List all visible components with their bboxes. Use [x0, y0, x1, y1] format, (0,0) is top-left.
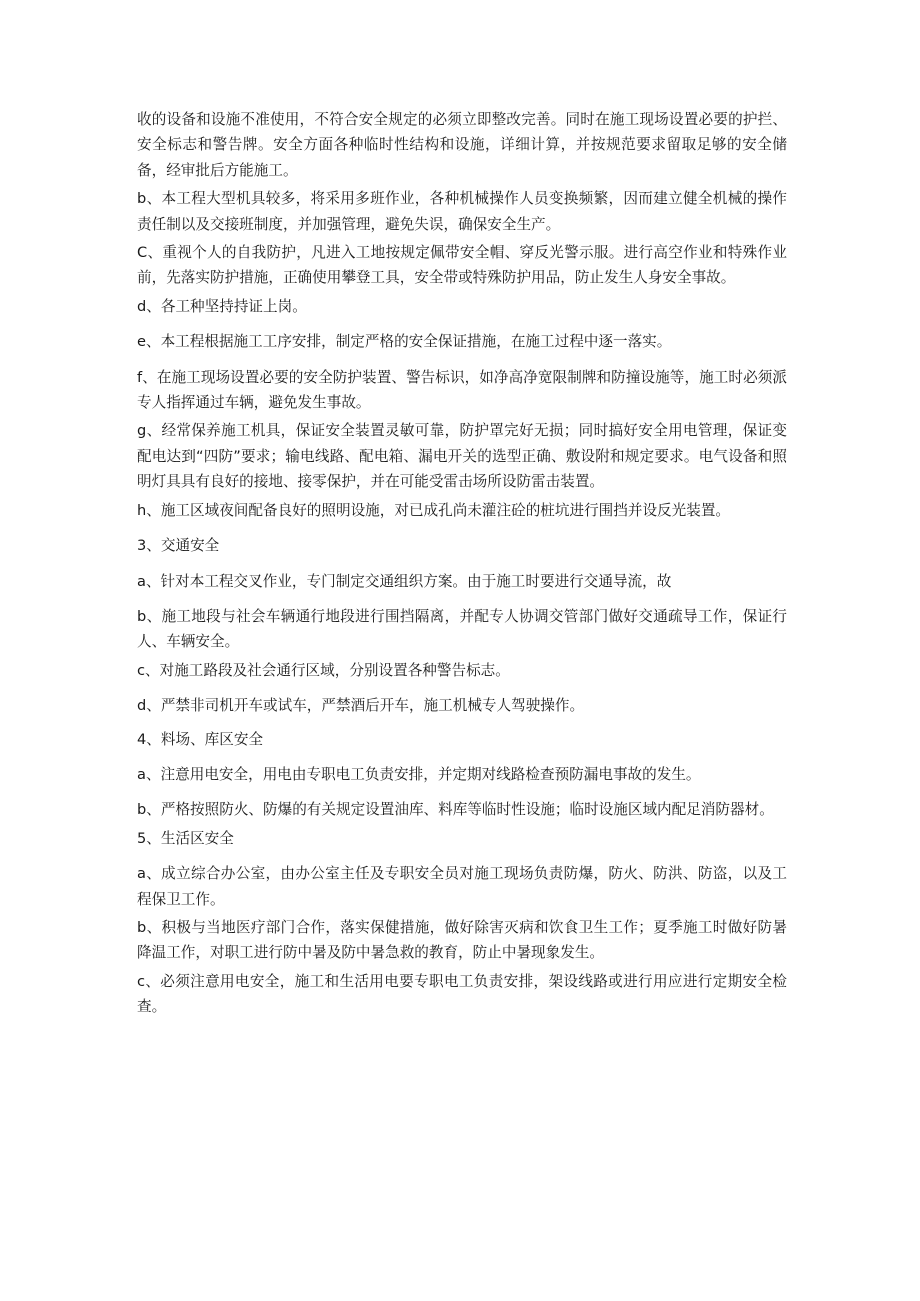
paragraph-traffic-a: a、针对本工程交叉作业，专门制定交通组织方案。由于施工时要进行交通导流，故 — [137, 572, 672, 590]
paragraph-traffic-b: b、施工地段与社会车辆通行地段进行围挡隔离，并配专人协调交管部门做好交通疏导工作，保证行人、车辆安全。 — [137, 607, 787, 651]
paragraph-item-h-lighting: h、施工区域夜间配备良好的照明设施，对已成孔尚未灌注砼的桩坑进行围挡并设反光装置。 — [137, 501, 731, 519]
paragraph-living-b: b、积极与当地医疗部门合作，落实保健措施，做好除害灭病和饮食卫生工作；夏季施工时做好防暑降温工作，对职工进行防中暑及防中暑急救的教育，防止中暑现象发生。 — [137, 918, 787, 962]
paragraph-item-g-maintenance: g、经常保养施工机具，保证安全装置灵敏可靠，防护罩完好无损；同时搞好安全用电管理，保证变配电达到“四防”要求；输电线路、配电箱、漏电开关的选型正确、敷设附和规定要求。电气设备和照明灯具具有良好的接地、接零保护，并在可能受雷击场所设防雷击装置。 — [137, 422, 787, 491]
paragraph-storage-b: b、严格按照防火、防爆的有关规定设置油库、料库等临时性设施；临时设施区域内配足消防器材。 — [137, 801, 774, 819]
document-body — [137, 107, 787, 1020]
section-heading-traffic-safety: 3、交通安全 — [137, 537, 220, 555]
paragraph-traffic-c: c、对施工路段及社会通行区域，分别设置各种警告标志。 — [137, 661, 510, 679]
paragraph-item-b-machinery: b、本工程大型机具较多，将采用多班作业，各种机械操作人员变换频繁，因而建立健全机械的操作责任制以及交接班制度，并加强管理，避免失误，确保安全生产。 — [137, 190, 787, 233]
paragraph-item-d-certification: d、各工种坚持持证上岗。 — [137, 297, 307, 315]
paragraph-item-f-site-devices: f、在施工现场设置必要的安全防护装置、警告标识，如净高净宽限制牌和防撞设施等，施工时必须派专人指挥通过车辆，避免发生事故。 — [137, 368, 787, 412]
paragraph-traffic-d: d、严禁非司机开车或试车，严禁酒后开车，施工机械专人驾驶操作。 — [137, 697, 585, 715]
paragraph-living-c: c、必须注意用电安全，施工和生活用电要专职电工负责安排，架设线路或进行用应进行定期安全检查。 — [137, 972, 787, 1016]
paragraph-storage-a: a、注意用电安全，用电由专职电工负责安排，并定期对线路检查预防漏电事故的发生。 — [137, 765, 701, 783]
section-heading-storage-safety: 4、料场、库区安全 — [137, 730, 264, 748]
paragraph-living-a: a、成立综合办公室，由办公室主任及专职安全员对施工现场负责防爆，防火、防洪、防盗，以及工程保卫工作。 — [137, 865, 787, 908]
paragraph-item-c-protection: C、重视个人的自我防护，凡进入工地按规定佩带安全帽、穿反光警示服。进行高空作业和特殊作业前，先落实防护措施，正确使用攀登工具，安全带或特殊防护用品，防止发生人身安全事故。 — [137, 244, 787, 287]
section-heading-living-area-safety: 5、生活区安全 — [137, 829, 234, 847]
paragraph-intro-continued: 收的设备和设施不准使用，不符合安全规定的必须立即整改完善。同时在施工现场设置必要的护拦、安全标志和警告牌。安全方面各种临时性结构和设施，详细计算，并按规范要求留取足够的安全储备，经审批后方能施工。 — [137, 111, 787, 179]
paragraph-item-e-measures: e、本工程根据施工工序安排，制定严格的安全保证措施，在施工过程中逐一落实。 — [137, 333, 672, 351]
